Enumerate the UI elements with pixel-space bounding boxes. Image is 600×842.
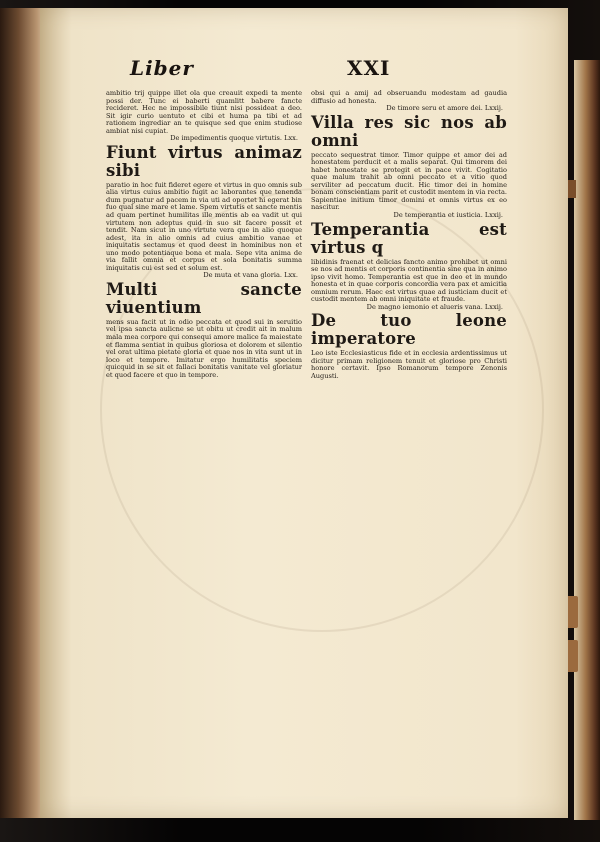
running-head-right: XXI <box>347 56 391 80</box>
chapter-reference: De muta et vana gloria. Lxx. <box>203 271 298 280</box>
chapter-reference: De timore seru et amore dei. Lxxij. <box>386 104 503 113</box>
section-heading: Villa res sic nos ab omni <box>311 112 507 150</box>
chapter-reference: De impedimentis quoque virtutis. Lxx. <box>170 134 298 143</box>
chapter-reference: De temperantia et iusticia. Lxxij. <box>393 211 503 220</box>
page-edges <box>574 60 600 820</box>
section-body: mens sua facit ut in odio peccata et quod sui in seruitio vel ipsa sancta aulicne se ut obitu ut credit ait in malum mala mea corpore qui consequi amore malice fa maiestate et flamma sentiat in quibus gloriosa et dolorem et silentio vel orat ultima pietate gloria et quae nos in vita sunt ut in loco et tempore. Imitatur ergo humilitatis speciem quicquid in se sit et fallaci bonitatis vanitate vel gloriatur et quod facere et quo in tempore. <box>106 317 302 379</box>
column-right-intro: obsi qui a amij ad obseruandu modestam ad gaudia diffusio ad honesta. <box>311 89 507 105</box>
section-body: paratio in hoc fuit fideret egere et virtus in quo omnis sub alia virtus cuius ambitio fugit ac laborantes que tenenda dum pugnatur ad pacem in via uti ad oportet hi egerat bin fuo qual sine mare et lame. Spem virtutis et sancte mentis ad quam pertinet humilitas ille mentis ab ea vadit ut qui virtutem non adeptus quid in suo sit facere possit et tendit. Nam sicut in uno virtute vera que in alio quoque adest, ita in alio omnis ad cuius ambitio vanae et iniquitatis sectamus et quod deest in hominibus non et uno modo potentiaque bona et mala. Sepe vita anima de via fallit omnia et corpus et sola bonitatis summa iniquitatis cui est sed et solum est. <box>106 180 302 272</box>
running-head-left: Liber <box>130 56 194 80</box>
column-left-intro: ambitio trij quippe illet ola que creauit expedi ta mente possi der. Tunc ei baberti quamlitt babere fancte recideret. Hec ne impossibile tiunt nisi possideat a deo. Sit igir curio uentuto et cibi et huma pa tibi et ad rationem ingrediar an te quisque sed que enim studiose ambiat nisi cupiat. <box>106 89 302 135</box>
text-column-right <box>311 90 507 381</box>
text-column-left <box>106 90 302 379</box>
section-heading: Fiunt virtus animaz sibi <box>106 142 302 180</box>
section-heading: Multi sancte viuentium <box>106 279 302 317</box>
section-heading: Temperantia est virtus q <box>311 219 507 257</box>
section-heading: De tuo leone imperatore <box>311 311 507 349</box>
section-body: peccato sequestrat timor. Timor quippe et amor dei ad honestatem perducit et a malis separat. Qui timorem dei habet honestate se protegit et in pace vivit. Cogitatio quae malum trahit ab omni peccato et a vitio quod serviliter ad peccatum ducit. Hic timor dei in homine bonam conscientiam parit et custodit mentem in via recta. Sapientiae initium timor domini et omnis virtus ex eo nascitur. <box>311 150 507 212</box>
section-body: Leo iste Ecclesiasticus fide et in ecclesia ardentissimus ut dicitur primam religionem tenuit et gloriose pro Christi honore certavit. Ipso Romanorum tempore Zenonis Augusti. <box>311 349 507 381</box>
section-body: libidinis fraenat et delicias fancto animo prohibet ut omni se nos ad mentis et corporis continentia sine qua in animo ipso vivit homo. Temperantia est que in deo et in mundo honesta et in quae corporis concordia vera pax et amicitia omnium rerum. Haec est virtus quae ad iusticiam ducit et custodit mentem ab omni iniquitate et fraude. <box>311 257 507 304</box>
chapter-reference: De magno iemonio et alueris vana. Lxxij. <box>366 302 503 311</box>
